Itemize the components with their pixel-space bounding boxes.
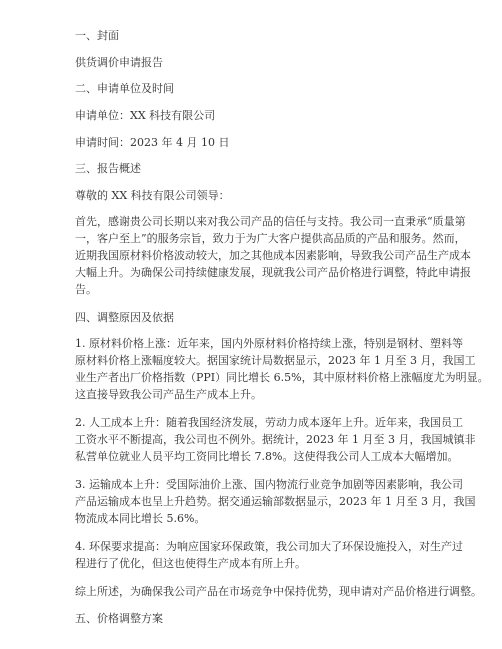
applicant-line: 申请单位：XX 科技有限公司 [75,109,216,122]
reason3-line: 物流成本同比增长 5.6%。 [75,512,206,525]
section-heading-reasons: 四、调整原因及依据 [75,311,174,324]
reason1-line: 原材料价格上涨幅度较大。据国家统计局数据显示，2023 年 1 月至 3 月，我国工 [75,354,476,367]
reason3-line: 产品运输成本也呈上升趋势。据交通运输部数据显示，2023 年 1 月至 3 月，我国 [75,495,476,508]
apply-time-line: 申请时间：2023 年 4 月 10 日 [75,136,230,149]
section-heading-applicant: 二、申请单位及时间 [75,82,174,95]
reason1-line: 这直接导致我公司产品生产成本上升。 [75,388,262,401]
cover-title: 供货调价申请报告 [75,56,163,69]
reason2-line: 私营单位就业人员平均工资同比增长 7.8%。这使得我公司人工成本大幅增加。 [75,450,459,463]
overview-line: 首先，感谢贵公司长期以来对我公司产品的信任与支持。我公司一直秉承“质量第 [75,215,466,228]
overview-line: 近期我国原材料价格波动较大，加之其他成本因素影响，导致我公司产品生产成本 [75,249,471,262]
reason3-line: 3. 运输成本上升：受国际油价上涨、国内物流行业竞争加剧等因素影响，我公司 [75,478,463,491]
reason4-line: 4. 环保要求提高：为响应国家环保政策，我公司加大了环保设施投入，对生产过 [75,540,463,553]
section-heading-cover: 一、封面 [75,29,119,42]
overview-line: 一，客户至上”的服务宗旨，致力于为广大客户提供高品质的产品和服务。然而， [75,232,466,245]
summary-line: 综上所述，为确保我公司产品在市场竞争中保持优势，现申请对产品价格进行调整。 [75,585,482,598]
reason1-line: 1. 原材料价格上涨：近年来，国内外原材料价格持续上涨，特别是钢材、塑料等 [75,337,463,350]
section-heading-overview: 三、报告概述 [75,162,141,175]
reason2-line: 工资水平不断提高，我公司也不例外。据统计，2023 年 1 月至 3 月，我国城镇非 [75,433,476,446]
reason4-line: 程进行了优化，但这也使得生产成本有所上升。 [75,557,306,570]
overview-line: 大幅上升。为确保公司持续健康发展，现就我公司产品价格进行调整，特此申请报 [75,266,471,279]
section-heading-price-plan: 五、价格调整方案 [75,612,163,625]
reason2-line: 2. 人工成本上升：随着我国经济发展，劳动力成本逐年上升。近年来，我国员工 [75,416,463,429]
overview-line: 告。 [75,283,97,296]
salutation: 尊敬的 XX 科技有限公司领导： [75,189,230,202]
reason1-line: 业生产者出厂价格指数（PPI）同比增长 6.5%，其中原材料价格上涨幅度尤为明显。 [75,371,489,384]
